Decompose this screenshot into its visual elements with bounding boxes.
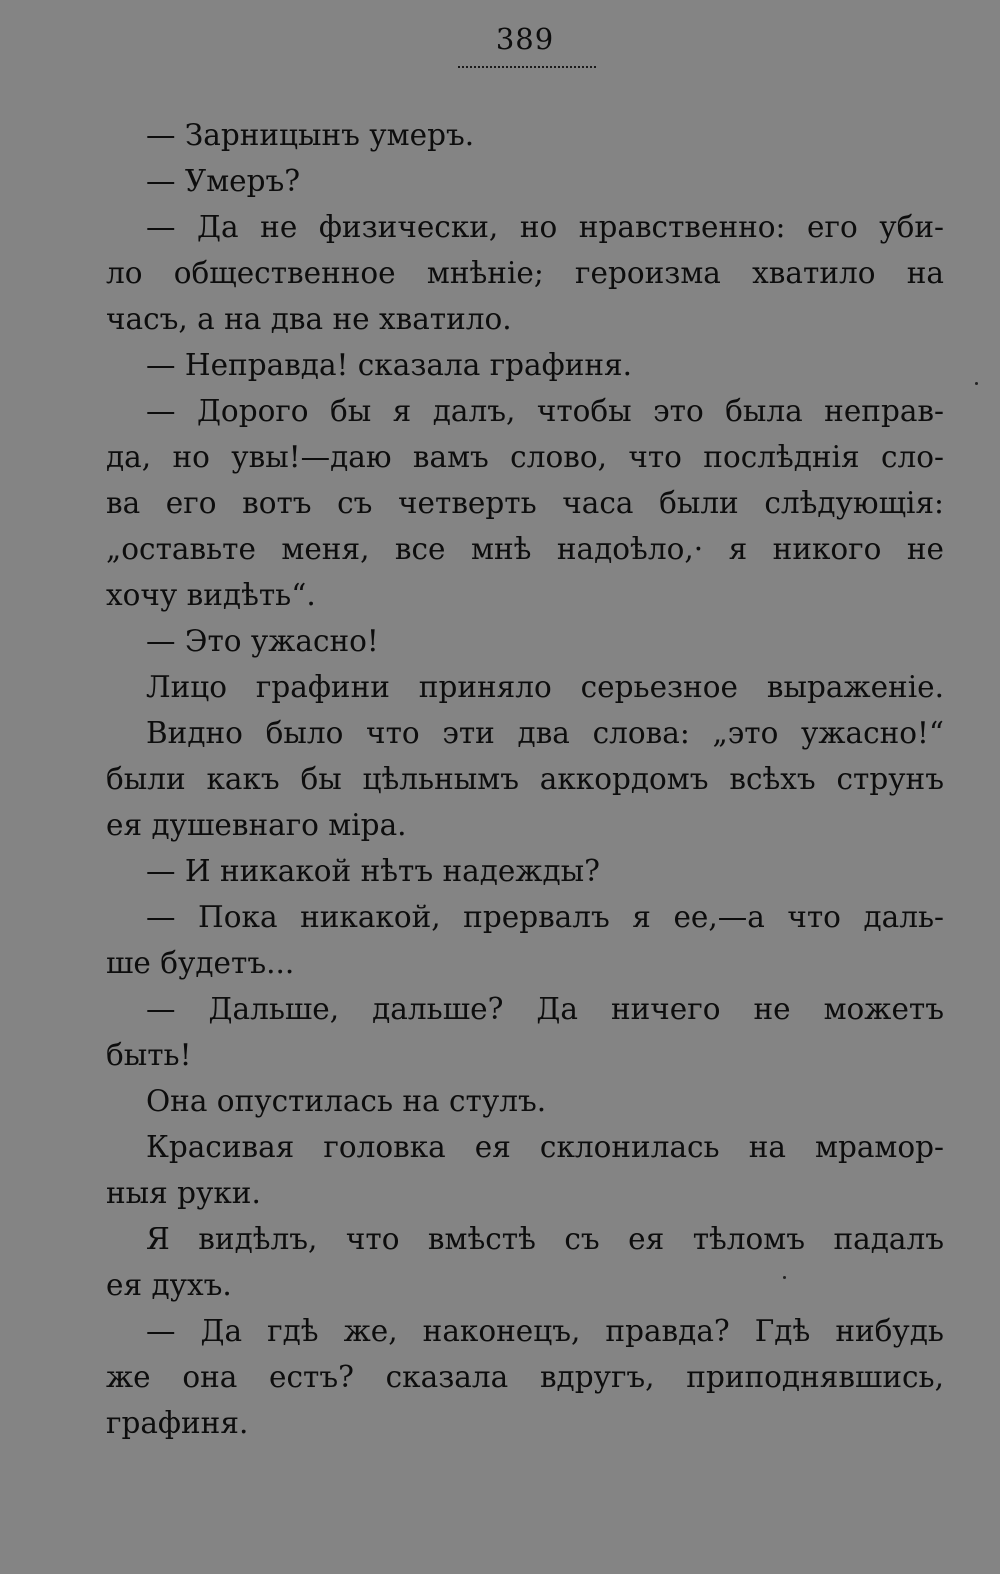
text-line: — Зарницынъ умеръ. xyxy=(146,118,475,152)
text-line: ло общественное мнѣніе; героизма хватило на xyxy=(106,256,944,290)
text-line: — Дорого бы я далъ, чтобы это была неправ- xyxy=(146,394,944,428)
text-line: „оставьте меня, все мнѣ надоѣло,· я никого не xyxy=(106,532,944,566)
text-line: часъ, а на два не хватило. xyxy=(106,302,512,336)
text-line: — И никакой нѣтъ надежды? xyxy=(146,854,600,888)
text-line: — Да гдѣ же, наконецъ, правда? Гдѣ нибудь xyxy=(146,1314,944,1348)
text-line: ва его вотъ съ четверть часа были слѣдующія: xyxy=(106,486,944,520)
text-line: ея душевнаго міра. xyxy=(106,808,407,842)
text-line: — Это ужасно! xyxy=(146,624,379,658)
text-line: ныя руки. xyxy=(106,1176,261,1210)
text-line: да, но увы!—даю вамъ слово, что послѣднія сло- xyxy=(106,440,944,474)
text-line: — Дальше, дальше? Да ничего не можетъ xyxy=(146,992,944,1026)
scan-speck xyxy=(783,1276,786,1279)
text-line: ея духъ. xyxy=(106,1268,232,1302)
header-rule xyxy=(458,66,596,68)
text-line: хочу видѣть“. xyxy=(106,578,316,612)
text-line: — Пока никакой, прервалъ я ее,—а что даль- xyxy=(146,900,944,934)
text-line: Красивая головка ея склонилась на мрамор- xyxy=(146,1130,944,1164)
text-line: были какъ бы цѣльнымъ аккордомъ всѣхъ струнъ xyxy=(106,762,944,796)
text-line: Я видѣлъ, что вмѣстѣ съ ея тѣломъ падалъ xyxy=(146,1222,944,1256)
text-line: ше будетъ... xyxy=(106,946,295,980)
scan-speck xyxy=(975,382,978,385)
text-line: Лицо графини приняло серьезное выраженіе. xyxy=(146,670,944,704)
text-line: Видно было что эти два слова: „это ужасно!“ xyxy=(146,716,944,750)
page-number: 389 xyxy=(495,22,555,56)
text-line: графиня. xyxy=(106,1406,249,1440)
text-line: быть! xyxy=(106,1038,192,1072)
text-line: — Да не физически, но нравственно: его уби- xyxy=(146,210,944,244)
text-line: Она опустилась на стулъ. xyxy=(146,1084,547,1118)
text-line: — Умеръ? xyxy=(146,164,301,198)
body-text xyxy=(106,112,944,1446)
text-line: — Неправда! сказала графиня. xyxy=(146,348,633,382)
text-line: же она естъ? сказала вдругъ, приподнявшись, xyxy=(106,1360,944,1394)
